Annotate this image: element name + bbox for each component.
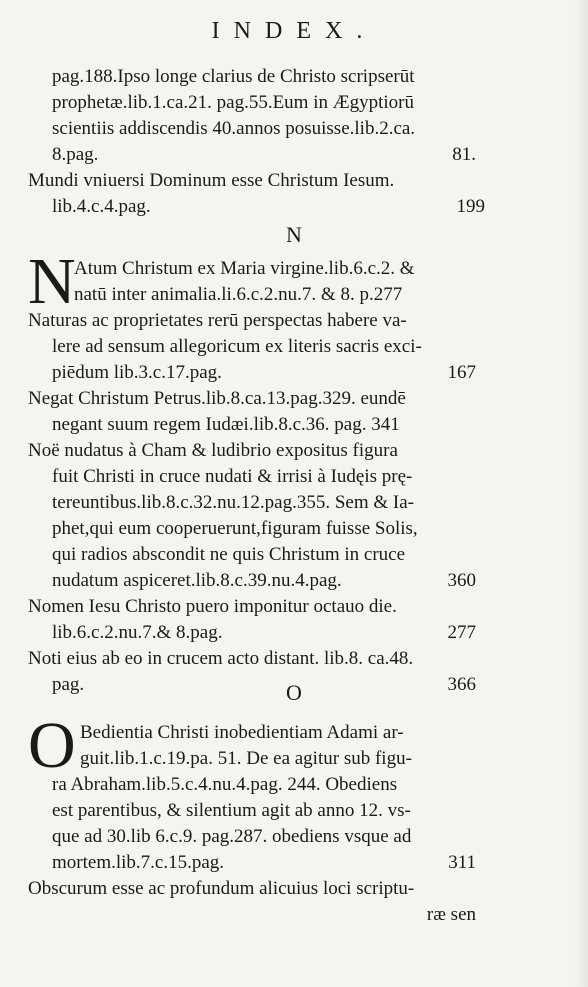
naturas-page-number: 167 [447,362,476,383]
natum-line-1: Atum Christum ex Maria virgine.lib.6.c.2. & [74,258,415,279]
noe-line-3: tereuntibus.lib.8.c.32.nu.12.pag.355. Sem & Ia- [52,492,414,513]
m-cont-page-number: 81. [452,144,476,165]
noe-line-2: fuit Christi in cruce nudati & irrisi à Iudęis prę- [52,466,413,487]
noti-line-1: Noti eius ab eo in crucem acto distant. lib.8. ca.48. [28,648,414,669]
noe-line-5: qui radios abscondit ne quis Christum in cruce [52,544,406,565]
naturas-line-1: Naturas ac proprietates rerū perspectas habere va- [28,310,407,331]
obedientia-line-1: Bedientia Christi inobedientiam Adami ar- [80,722,404,743]
obedientia-line-2: guit.lib.1.c.19.pa. 51. De ea agitur sub figu- [80,748,412,769]
m-cont-line-1: pag.188.Ipso longe clarius de Christo scripserūt [52,66,415,87]
noe-page-number: 360 [447,570,476,591]
mundi-line-2: lib.4.c.4.pag. [52,196,151,217]
naturas-line-3: piēdum lib.3.c.17.pag. [52,362,222,383]
page-heading: INDEX. [211,18,377,44]
noti-line-2: pag. [52,674,85,695]
noe-line-6: nudatum aspiceret.lib.8.c.39.nu.4.pag. [52,570,342,591]
section-letter-n: N [286,222,302,247]
mundi-line-1: Mundi vniuersi Dominum esse Christum Iesum. [28,170,395,191]
naturas-line-2: lere ad sensum allegoricum ex literis sacris exci- [52,336,422,357]
m-cont-line-3: scientiis addiscendis 40.annos posuisse.lib.2.ca. [52,118,416,139]
negat-line-1: Negat Christum Petrus.lib.8.ca.13.pag.329. eundē [28,388,406,409]
obedientia-line-6: mortem.lib.7.c.15.pag. [52,852,225,873]
obedientia-line-5: que ad 30.lib 6.c.9. pag.287. obediens vsque ad [52,826,412,847]
nomen-line-1: Nomen Iesu Christo puero imponitur octauo die. [28,596,397,617]
obedientia-line-4: est parentibus, & silentium agit ab anno 12. vs- [52,800,411,821]
nomen-page-number: 277 [447,622,476,643]
natum-line-2: natū inter animalia.li.6.c.2.nu.7. & 8. p.277 [74,284,403,305]
obedientia-line-3: ra Abraham.lib.5.c.4.nu.4.pag. 244. Obediens [52,774,398,795]
dropcap-n: N [28,245,76,318]
noe-line-1: Noë nudatus à Cham & ludibrio expositus figura [28,440,398,461]
mundi-page-number: 199 [456,196,485,217]
negat-line-2: negant suum regem Iudæi.lib.8.c.36. pag. 341 [52,414,400,435]
noti-page-number: 366 [447,674,476,695]
page-edge-shadow [574,0,588,987]
nomen-line-2: lib.6.c.2.nu.7.& 8.pag. [52,622,223,643]
obedientia-page-number: 311 [448,852,476,873]
dropcap-o: O [28,709,76,782]
m-cont-line-4: 8.pag. [52,144,99,165]
catchword: ræ sen [426,904,476,925]
noe-line-4: phet,qui eum cooperuerunt,figuram fuisse Solis, [52,518,418,539]
section-letter-o: O [286,680,302,705]
obscurum-line-1: Obscurum esse ac profundum alicuius loci scriptu- [28,878,415,899]
m-cont-line-2: prophetæ.lib.1.ca.21. pag.55.Eum in Ægyptiorū [52,92,415,113]
